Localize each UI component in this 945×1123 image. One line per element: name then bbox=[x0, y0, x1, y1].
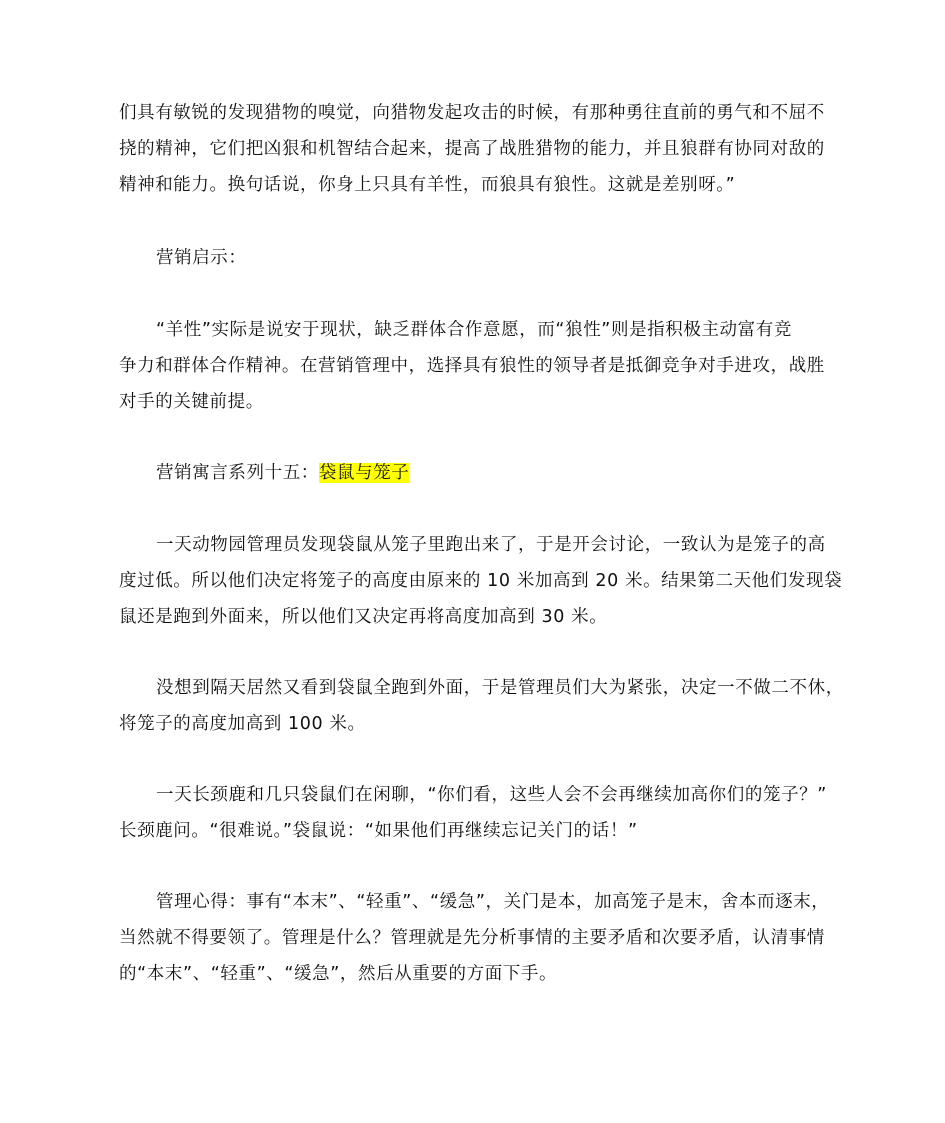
paragraph-cage-raised bbox=[119, 670, 844, 742]
paragraph-wolf-nature bbox=[119, 95, 831, 203]
text-line: 管理心得：事有“本末”、“轻重”、“缓急”，关门是本，加高笼子是末，舍本而逐末， bbox=[156, 892, 830, 912]
text-line: 争力和群体合作精神。在营销管理中，选择具有狼性的领导者是抵御竞争对手进攻，战胜 bbox=[119, 356, 825, 376]
fable-title-highlight: 袋鼠与笼子 bbox=[318, 463, 410, 483]
fable-title-prefix: 营销寓言系列十五： bbox=[156, 463, 319, 483]
text-line: 们具有敏锐的发现猎物的嗅觉，向猎物发起攻击的时候，有那种勇往直前的勇气和不屈不 bbox=[119, 103, 825, 123]
text-line: 挠的精神，它们把凶狠和机智结合起来，提高了战胜猎物的能力，并且狼群有协同对敌的 bbox=[119, 139, 825, 159]
paragraph-giraffe-dialogue bbox=[119, 777, 831, 849]
text-line: 对手的关键前提。 bbox=[119, 392, 264, 412]
paragraph-management-lesson bbox=[119, 884, 831, 992]
text-line: 长颈鹿问。“很难说。”袋鼠说：“如果他们再继续忘记关门的话！” bbox=[119, 821, 638, 841]
text-line: 一天动物园管理员发现袋鼠从笼子里跑出来了，于是开会讨论，一致认为是笼子的高 bbox=[156, 535, 826, 555]
text-line: 的“本末”、“轻重”、“缓急”，然后从重要的方面下手。 bbox=[119, 964, 558, 984]
fable-title-line bbox=[119, 455, 831, 491]
text-line: 没想到隔天居然又看到袋鼠全跑到外面，于是管理员们大为紧张，决定一不做二不休， bbox=[156, 678, 844, 698]
paragraph-kangaroo-escape bbox=[119, 527, 843, 635]
text-line: 一天长颈鹿和几只袋鼠们在闲聊，“你们看，这些人会不会再继续加高你们的笼子？” bbox=[156, 785, 827, 805]
text-line: 将笼子的高度加高到 100 米。 bbox=[119, 714, 366, 734]
text-line: 精神和能力。换句话说，你身上只具有羊性，而狼具有狼性。这就是差别呀。” bbox=[119, 175, 736, 195]
section-heading: 营销启示： bbox=[156, 248, 247, 268]
text-line: 当然就不得要领了。管理是什么？管理就是先分析事情的主要矛盾和次要矛盾，认清事情 bbox=[119, 928, 825, 948]
paragraph-marketing-insight-body bbox=[119, 312, 831, 420]
text-line: “羊性”实际是说安于现状，缺乏群体合作意愿，而“狼性”则是指积极主动富有竞 bbox=[156, 320, 792, 340]
paragraph-marketing-insight-heading bbox=[119, 240, 831, 276]
fable-title bbox=[119, 455, 831, 491]
text-line: 度过低。所以他们决定将笼子的高度由原来的 10 米加高到 20 米。结果第二天他们发现袋 bbox=[119, 571, 843, 591]
text-line: 鼠还是跑到外面来，所以他们又决定再将高度加高到 30 米。 bbox=[119, 607, 608, 627]
